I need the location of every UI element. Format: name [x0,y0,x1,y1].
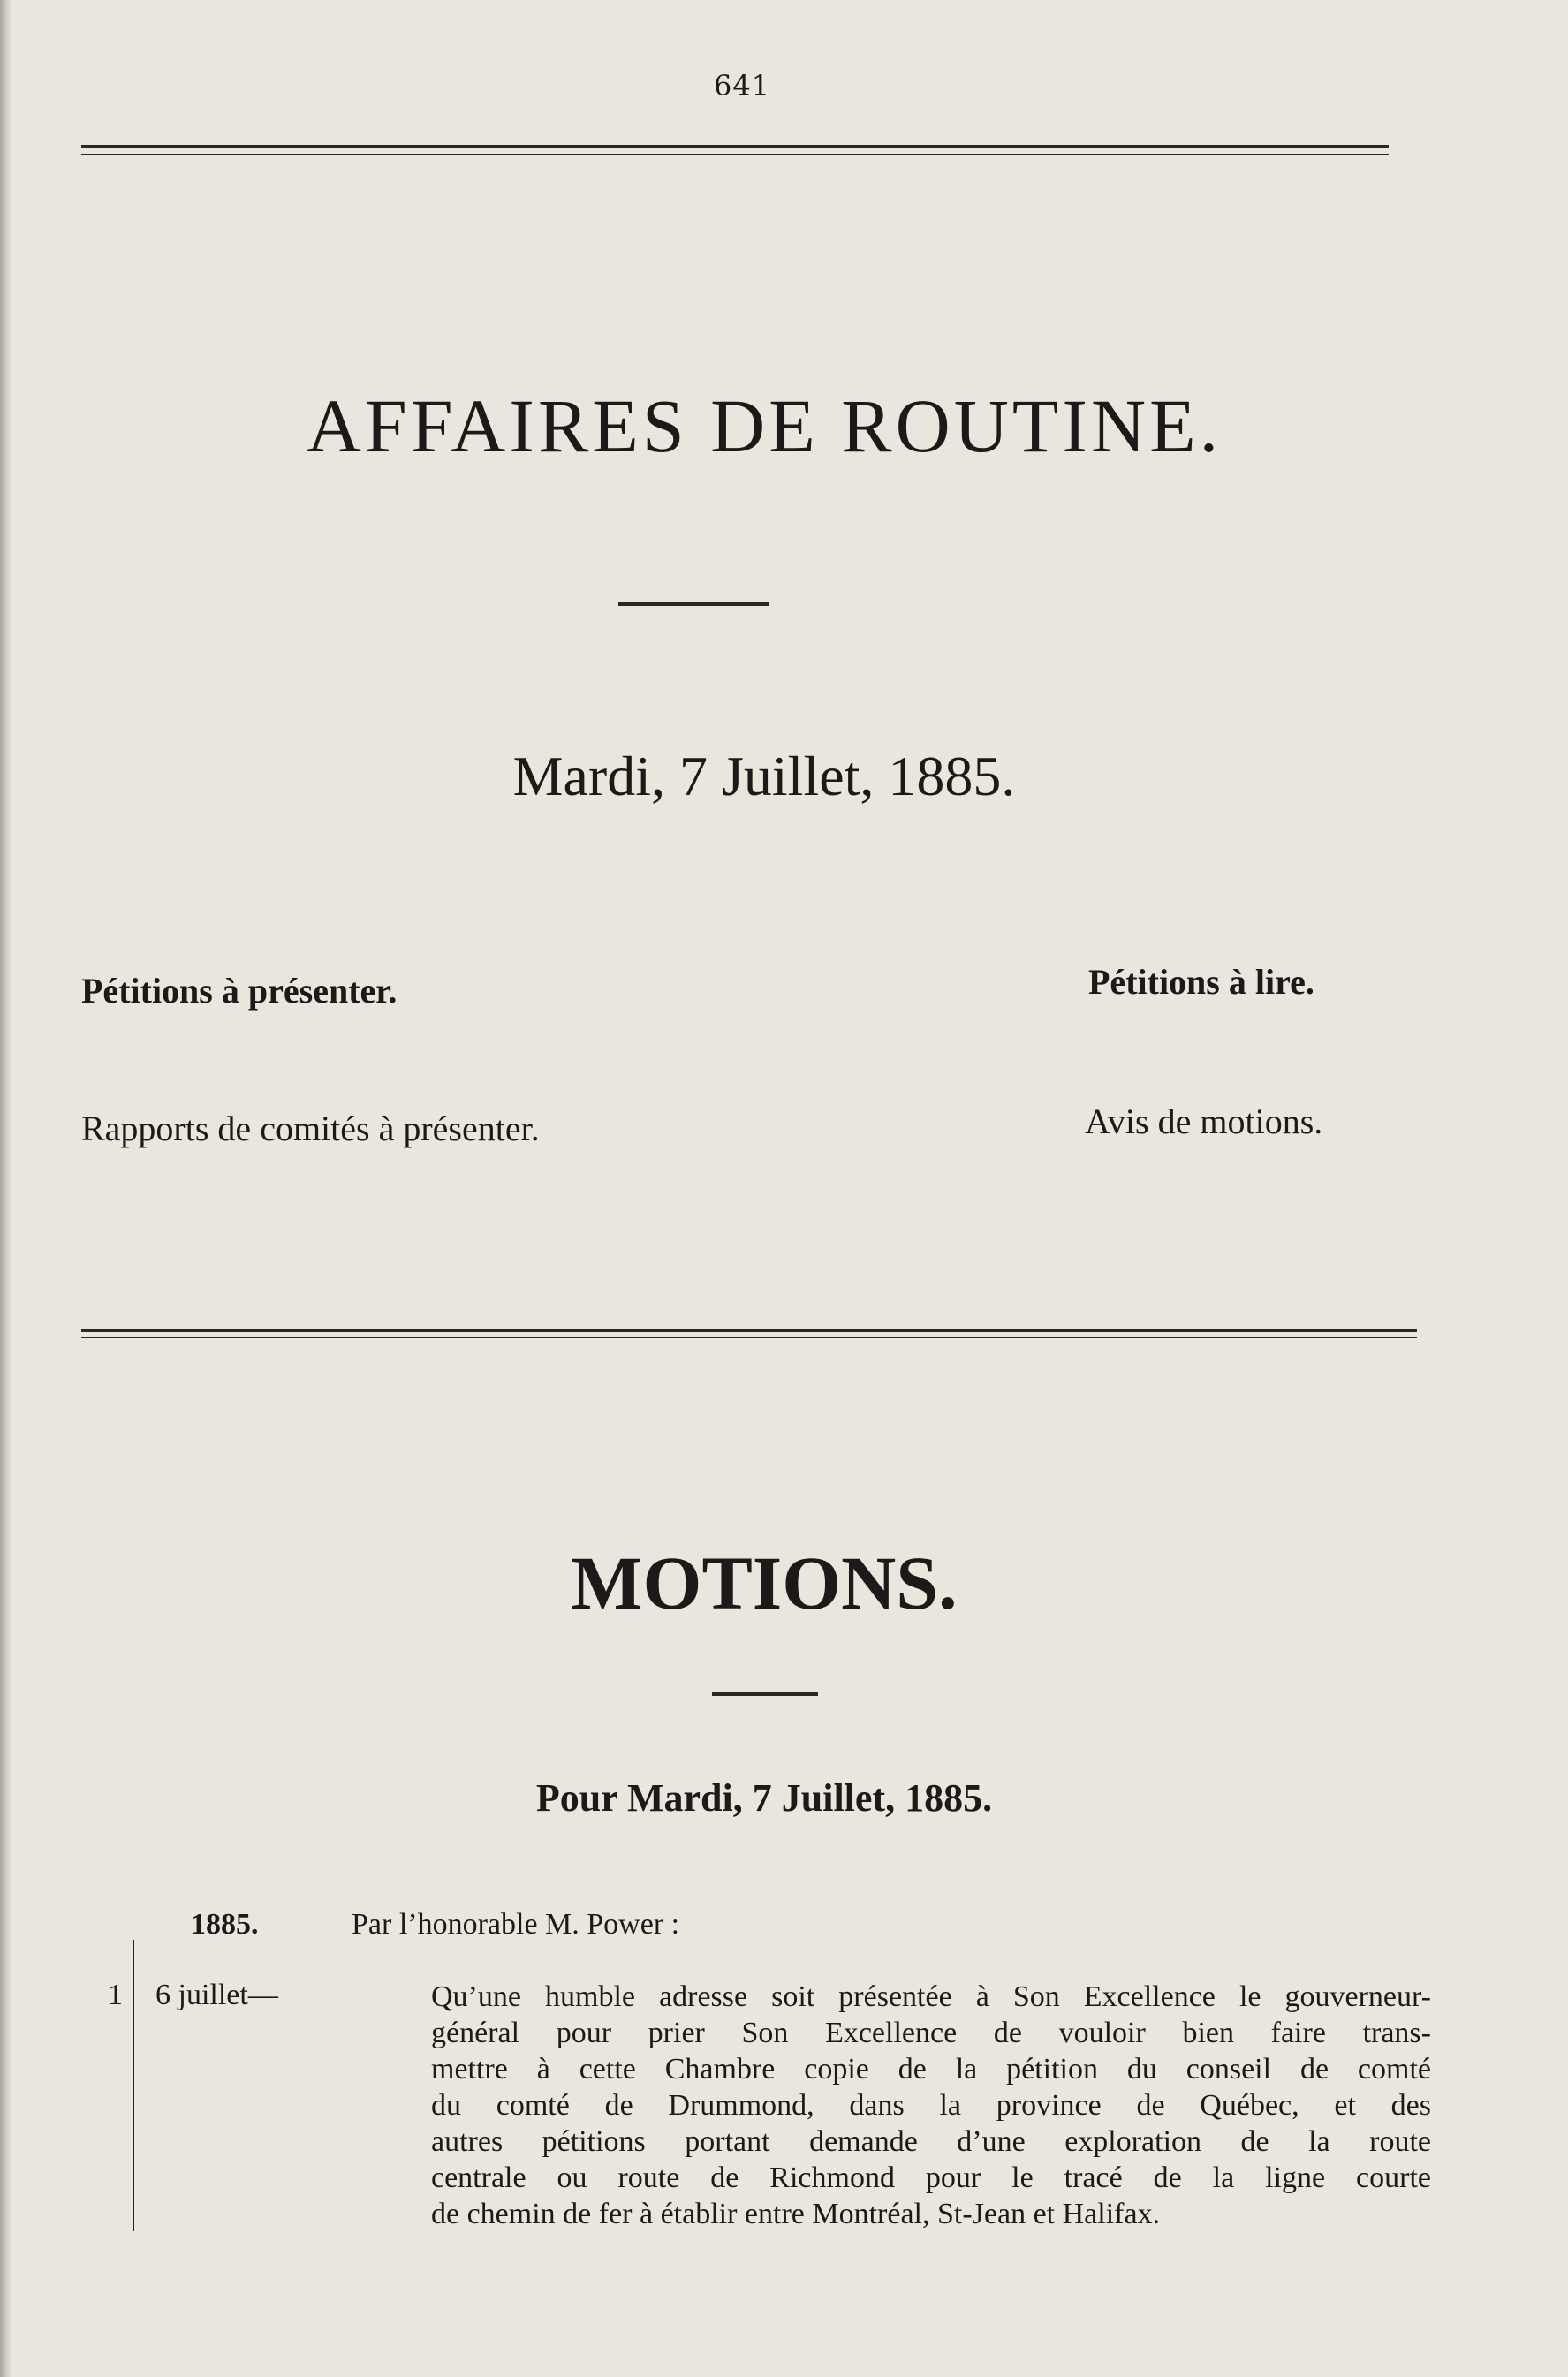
motions-underline [712,1692,818,1696]
section-title-motions: MOTIONS. [571,1541,958,1625]
page-number: 641 [713,69,771,102]
petitions-to-present: Pétitions à présenter. [81,971,398,1011]
motion-text-line: de chemin de fer à établir entre Montréal, St-Jean et Halifax. [431,2198,1161,2230]
motion-text-line: mettre à cette Chambre copie de la pétition du conseil de comté [431,2053,1431,2086]
motion-margin-bar [133,1940,134,2231]
motion-text-line: autres pétitions portant demande d’une exploration de la route [431,2125,1431,2158]
top-rule [81,145,1389,155]
motion-text-line: centrale ou route de Richmond pour le tracé de la ligne courte [431,2161,1431,2194]
motions-date-heading: Pour Mardi, 7 Juillet, 1885. [535,1776,993,1820]
motion-text-line: général pour prier Son Excellence de vouloir bien faire trans- [431,2017,1431,2049]
motion-year: 1885. [191,1908,259,1941]
committee-reports: Rapports de comités à présenter. [81,1109,540,1148]
motion-text [431,1979,1431,2232]
page-edge [0,0,12,2377]
motion-text-line: du comté de Drummond, dans la province de Québec, et des [431,2089,1431,2122]
session-date: Mardi, 7 Juillet, 1885. [512,745,1016,807]
section-divider-rule [81,1329,1417,1338]
section-title-affaires: AFFAIRES DE ROUTINE. [306,383,1223,468]
motion-number: 1 [108,1979,123,2011]
motion-author: Par l’honorable M. Power : [352,1908,680,1941]
notices-of-motion: Avis de motions. [1085,1101,1323,1141]
motion-date: 6 juillet— [155,1979,278,2011]
title-underline [618,602,769,606]
motion-text-line: Qu’une humble adresse soit présentée à Son Excellence le gouverneur- [431,1980,1431,2013]
petitions-to-read: Pétitions à lire. [1088,962,1314,1002]
